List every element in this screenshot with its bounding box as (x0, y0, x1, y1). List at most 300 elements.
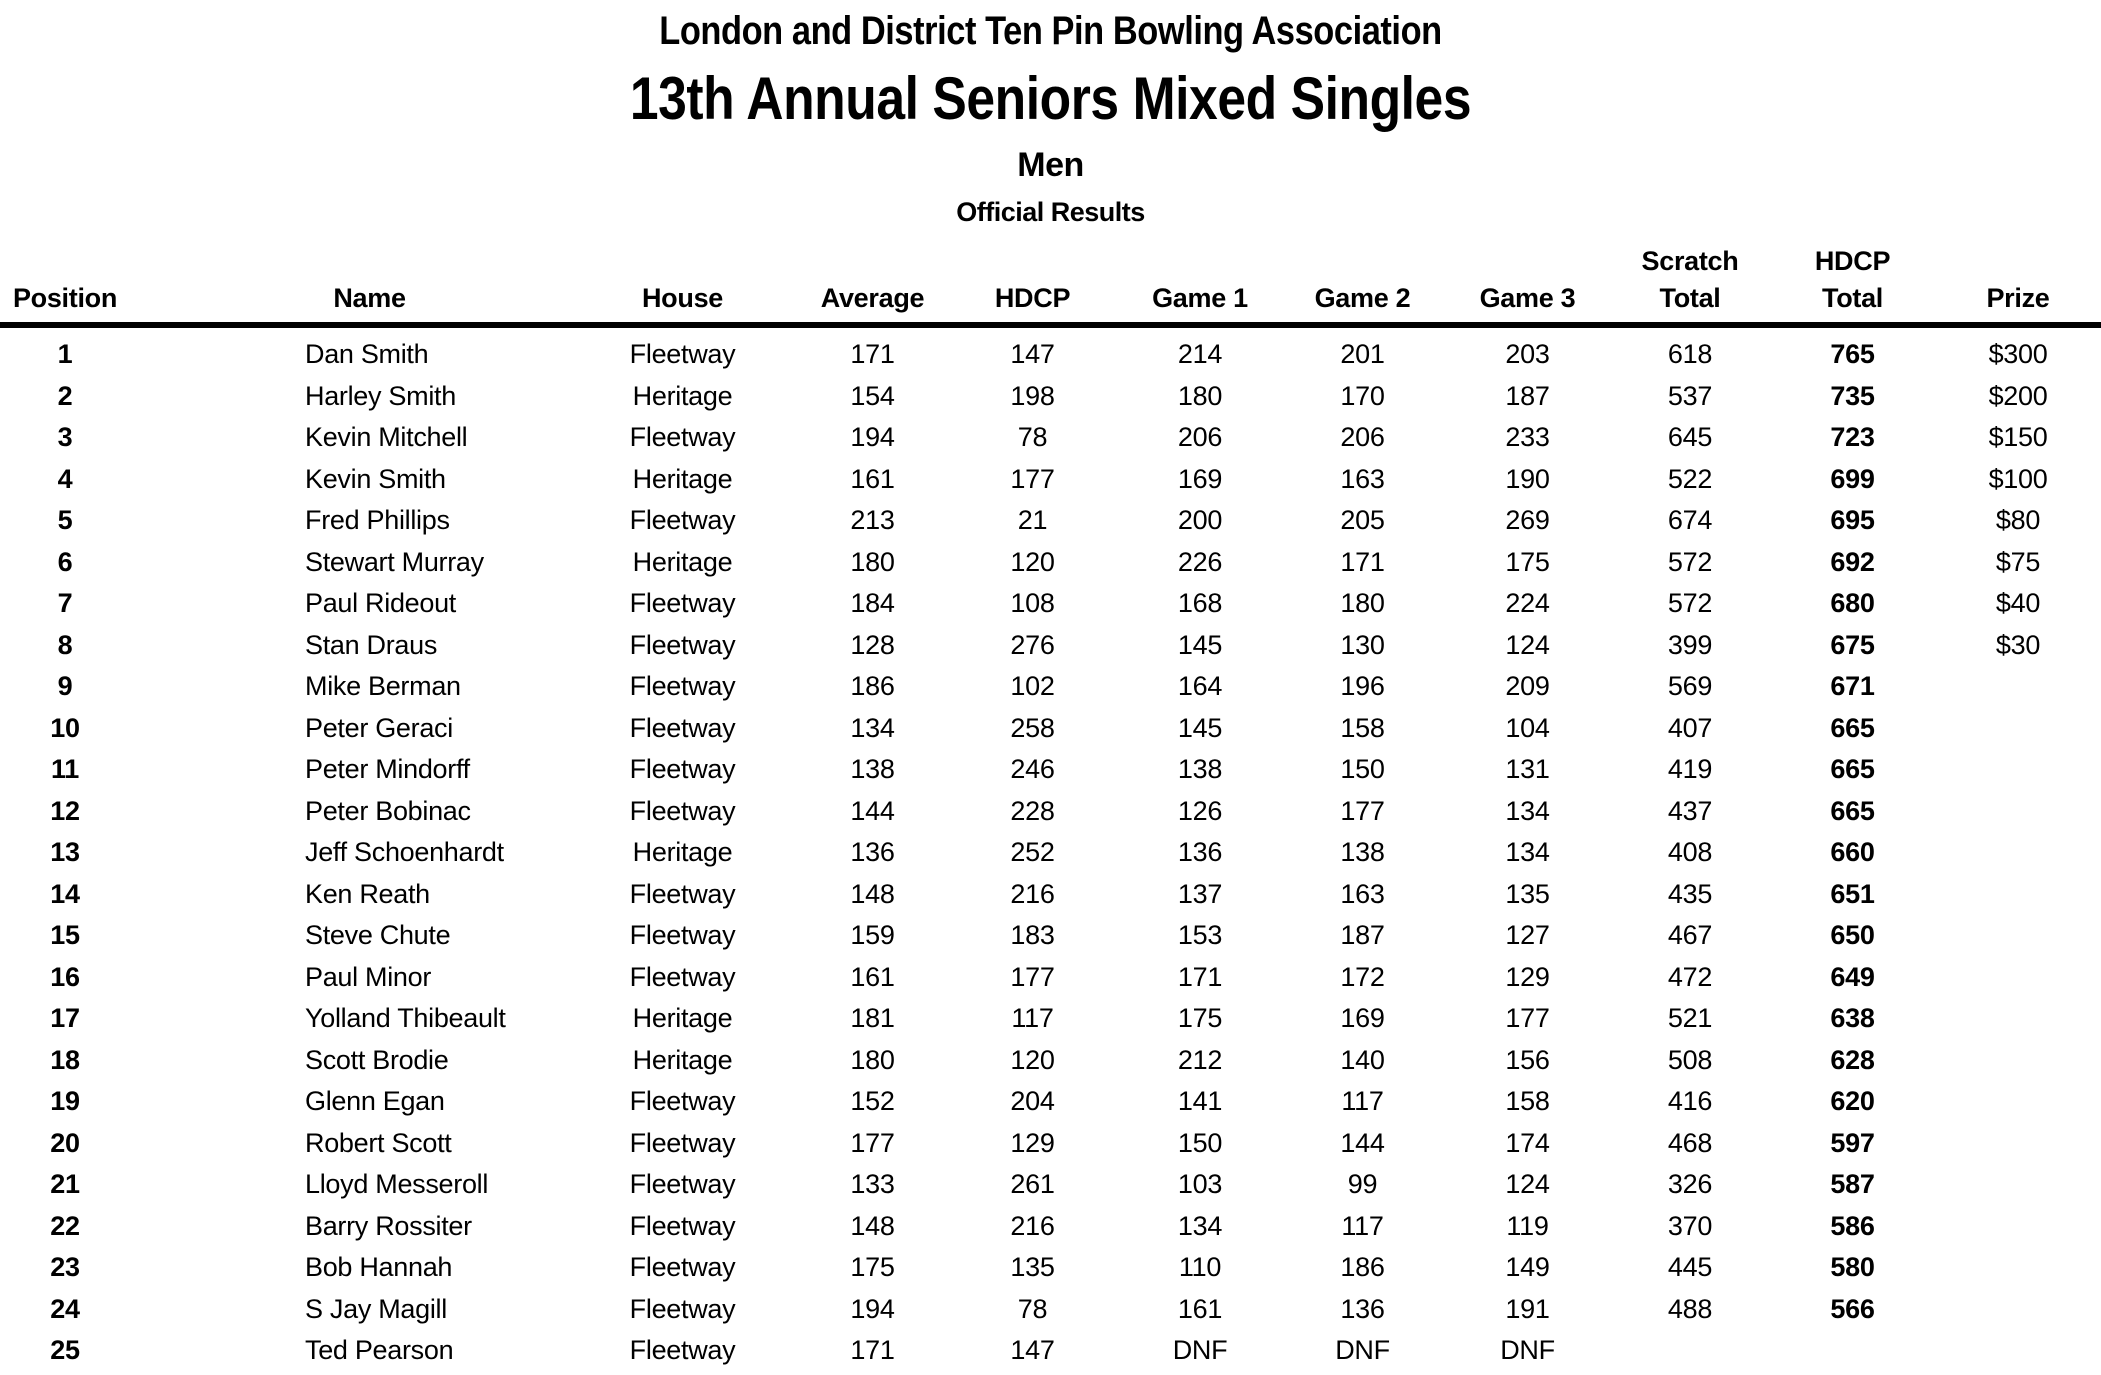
results-table-body (0, 325, 2101, 1372)
column-header-house (565, 232, 800, 325)
cell-game1: 214 (1177, 339, 1223, 370)
cell-game1: 226 (1177, 546, 1223, 577)
cell-hdcp-total: 650 (1830, 920, 1875, 951)
cell-game1: 141 (1177, 1086, 1223, 1117)
cell-house: Heritage (632, 837, 733, 868)
cell-house: Fleetway (629, 961, 736, 992)
table-row (0, 500, 2101, 542)
column-header-label-line1: Scratch (1641, 246, 1739, 277)
cell-average: 128 (850, 629, 895, 660)
subtitle-label: Official Results (956, 197, 1145, 227)
cell-average: 177 (850, 1127, 895, 1158)
cell-average: 138 (850, 754, 895, 785)
column-header-game1 (1120, 232, 1280, 325)
cell-game2: 138 (1340, 837, 1385, 868)
cell-game1: 200 (1177, 505, 1223, 536)
cell-scratch-total: 419 (1667, 754, 1713, 785)
cell-game3: 191 (1505, 1293, 1550, 1324)
cell-hdcp: 147 (1010, 1335, 1055, 1366)
cell-game1: 212 (1177, 1044, 1223, 1075)
cell-prize: $80 (1995, 505, 2041, 536)
cell-prize: $100 (1988, 463, 2048, 494)
cell-game3: 135 (1505, 878, 1550, 909)
cell-scratch-total: 521 (1667, 1003, 1713, 1034)
cell-game2: 150 (1340, 754, 1385, 785)
cell-average: 171 (850, 339, 895, 370)
cell-name: Kevin Smith (305, 463, 446, 494)
cell-game3: 127 (1505, 920, 1550, 951)
cell-game3: 129 (1505, 961, 1550, 992)
cell-hdcp: 228 (1010, 795, 1055, 826)
cell-hdcp-total: 665 (1830, 795, 1875, 826)
cell-game2: 206 (1340, 422, 1385, 453)
cell-game2: 187 (1340, 920, 1385, 951)
cell-house: Fleetway (629, 1086, 736, 1117)
cell-game2: 163 (1340, 878, 1385, 909)
cell-position: 9 (57, 671, 73, 702)
cell-scratch-total: 569 (1667, 671, 1713, 702)
cell-game3: 174 (1505, 1127, 1550, 1158)
cell-hdcp-total: 566 (1830, 1293, 1875, 1324)
cell-game2: 117 (1341, 1210, 1384, 1241)
cell-game3: 124 (1505, 629, 1550, 660)
cell-house: Fleetway (629, 754, 736, 785)
results-table-header (0, 232, 2101, 325)
cell-house: Heritage (632, 1044, 733, 1075)
table-row (0, 1247, 2101, 1289)
cell-game2: 158 (1340, 712, 1385, 743)
cell-game2: 140 (1340, 1044, 1385, 1075)
cell-position: 10 (50, 712, 80, 743)
cell-house: Fleetway (629, 920, 736, 951)
cell-name: Barry Rossiter (305, 1210, 472, 1241)
cell-game2: 144 (1340, 1127, 1385, 1158)
column-header-label: HDCP (994, 282, 1071, 313)
cell-house: Heritage (632, 463, 733, 494)
cell-average: 180 (850, 546, 895, 577)
cell-game2: 180 (1340, 588, 1385, 619)
column-header-label: Game 3 (1479, 282, 1576, 313)
cell-prize: $40 (1995, 588, 2041, 619)
column-header-label-line1: HDCP (1814, 246, 1891, 277)
cell-hdcp-total: 699 (1830, 463, 1875, 494)
tournament-title: 13th Annual Seniors Mixed Singles (629, 65, 1472, 132)
cell-game2: 163 (1340, 463, 1385, 494)
table-row (0, 625, 2101, 667)
cell-position: 21 (50, 1169, 80, 1200)
cell-position: 22 (50, 1210, 80, 1241)
cell-house: Heritage (632, 380, 733, 411)
table-row (0, 459, 2101, 501)
table-row (0, 542, 2101, 584)
cell-house: Fleetway (629, 339, 736, 370)
table-row (0, 957, 2101, 999)
column-header-prize (1935, 232, 2101, 325)
cell-scratch-total: 508 (1667, 1044, 1713, 1075)
cell-game1: 164 (1177, 671, 1223, 702)
cell-name: Peter Bobinac (305, 795, 471, 826)
cell-prize (1935, 1289, 2101, 1331)
cell-position: 20 (50, 1127, 80, 1158)
cell-game1: DNF (1172, 1335, 1228, 1366)
cell-hdcp: 183 (1010, 920, 1055, 951)
cell-name: Scott Brodie (305, 1044, 449, 1075)
cell-house: Fleetway (629, 1127, 736, 1158)
cell-game2: 117 (1341, 1086, 1384, 1117)
cell-hdcp-total: 649 (1830, 961, 1875, 992)
cell-game3: 131 (1505, 754, 1550, 785)
cell-name: Ted Pearson (305, 1335, 454, 1366)
cell-scratch-total: 326 (1667, 1169, 1713, 1200)
cell-position: 6 (57, 546, 73, 577)
column-header-scratch-total (1610, 232, 1770, 325)
cell-game2: 177 (1340, 795, 1385, 826)
table-row (0, 832, 2101, 874)
cell-house: Fleetway (629, 878, 736, 909)
cell-hdcp-total (1770, 1330, 1935, 1372)
cell-hdcp-total: 692 (1830, 546, 1875, 577)
cell-hdcp-total: 665 (1830, 712, 1875, 743)
cell-average: 181 (850, 1003, 895, 1034)
cell-scratch-total: 572 (1667, 546, 1713, 577)
cell-game2: 130 (1340, 629, 1385, 660)
cell-name: Peter Mindorff (305, 754, 470, 785)
cell-game1: 126 (1177, 795, 1223, 826)
table-row (0, 325, 2101, 376)
cell-game1: 175 (1177, 1003, 1223, 1034)
table-row (0, 1040, 2101, 1082)
cell-average: 134 (850, 712, 895, 743)
cell-position: 12 (50, 795, 80, 826)
cell-position: 11 (51, 754, 79, 785)
cell-game1: 138 (1177, 754, 1223, 785)
cell-name: Mike Berman (305, 671, 461, 702)
cell-scratch-total: 370 (1667, 1210, 1713, 1241)
cell-average: 184 (850, 588, 895, 619)
cell-scratch-total: 522 (1667, 463, 1713, 494)
cell-house: Fleetway (629, 629, 736, 660)
cell-hdcp-total: 587 (1830, 1169, 1875, 1200)
cell-game2: 196 (1340, 671, 1385, 702)
cell-game3: 187 (1505, 380, 1550, 411)
cell-game3: 119 (1506, 1210, 1549, 1241)
cell-average: 175 (850, 1252, 895, 1283)
cell-scratch-total: 645 (1667, 422, 1713, 453)
cell-scratch-total: 472 (1667, 961, 1713, 992)
cell-scratch-total: 435 (1667, 878, 1713, 909)
cell-hdcp: 135 (1010, 1252, 1055, 1283)
cell-hdcp-total: 597 (1830, 1127, 1875, 1158)
cell-position: 13 (50, 837, 80, 868)
cell-name: Glenn Egan (305, 1086, 445, 1117)
cell-game1: 145 (1177, 712, 1223, 743)
cell-prize (1935, 915, 2101, 957)
cell-name: Harley Smith (305, 380, 456, 411)
association-title: London and District Ten Pin Bowling Association (659, 9, 1442, 53)
cell-game1: 168 (1177, 588, 1223, 619)
cell-scratch-total: 488 (1667, 1293, 1713, 1324)
cell-position: 3 (57, 422, 73, 453)
cell-hdcp: 204 (1010, 1086, 1055, 1117)
cell-hdcp: 78 (1017, 422, 1048, 453)
cell-scratch-total: 445 (1667, 1252, 1713, 1283)
cell-prize: $150 (1988, 422, 2048, 453)
cell-game1: 180 (1177, 380, 1223, 411)
cell-prize (1935, 832, 2101, 874)
cell-hdcp: 252 (1010, 837, 1055, 868)
cell-hdcp-total: 695 (1830, 505, 1875, 536)
cell-position: 16 (50, 961, 80, 992)
column-header-average (800, 232, 945, 325)
division-label: Men (1017, 146, 1084, 184)
cell-game1: 150 (1177, 1127, 1223, 1158)
cell-scratch-total: 467 (1667, 920, 1713, 951)
cell-name: Kevin Mitchell (305, 422, 468, 453)
header-row (0, 232, 2101, 325)
cell-hdcp: 246 (1010, 754, 1055, 785)
cell-name: Paul Rideout (305, 588, 457, 619)
table-row (0, 1289, 2101, 1331)
cell-house: Fleetway (629, 712, 736, 743)
cell-scratch-total: 674 (1667, 505, 1713, 536)
cell-scratch-total: 468 (1667, 1127, 1713, 1158)
cell-prize (1935, 874, 2101, 916)
cell-position: 17 (50, 1003, 80, 1034)
cell-name: Yolland Thibeault (305, 1003, 506, 1034)
column-header-label: Average (820, 282, 925, 313)
cell-scratch-total: 537 (1667, 380, 1713, 411)
cell-hdcp-total: 651 (1830, 878, 1875, 909)
cell-hdcp-total: 735 (1830, 380, 1875, 411)
cell-name: Peter Geraci (305, 712, 453, 743)
table-row (0, 874, 2101, 916)
cell-hdcp: 216 (1010, 878, 1055, 909)
cell-game3: 224 (1505, 588, 1550, 619)
cell-game3: 149 (1505, 1252, 1550, 1283)
cell-house: Fleetway (629, 1210, 736, 1241)
cell-name: Ken Reath (305, 878, 430, 909)
cell-name: Steve Chute (305, 920, 451, 951)
cell-game2: 171 (1340, 546, 1385, 577)
column-header-game2 (1280, 232, 1445, 325)
cell-position: 1 (57, 339, 73, 370)
column-header-label-line2: Total (1822, 282, 1883, 313)
cell-hdcp-total: 723 (1830, 422, 1875, 453)
cell-prize (1935, 791, 2101, 833)
cell-house: Fleetway (629, 1252, 736, 1283)
cell-game3: 104 (1505, 712, 1550, 743)
cell-hdcp: 129 (1010, 1127, 1055, 1158)
cell-prize (1935, 666, 2101, 708)
cell-house: Heritage (632, 1003, 733, 1034)
cell-game3: 177 (1505, 1003, 1550, 1034)
column-header-position (0, 232, 130, 325)
cell-game3: 233 (1505, 422, 1550, 453)
cell-average: 152 (850, 1086, 895, 1117)
cell-average: 180 (850, 1044, 895, 1075)
cell-average: 213 (850, 505, 895, 536)
results-table (0, 232, 2101, 1372)
cell-position: 23 (50, 1252, 80, 1283)
cell-scratch-total (1610, 1330, 1770, 1372)
cell-house: Fleetway (629, 1335, 736, 1366)
cell-name: Stewart Murray (305, 546, 484, 577)
table-row (0, 1330, 2101, 1372)
cell-hdcp-total: 580 (1830, 1252, 1875, 1283)
column-header-label: Game 1 (1152, 282, 1248, 313)
table-row (0, 791, 2101, 833)
cell-hdcp: 120 (1010, 546, 1055, 577)
cell-house: Fleetway (629, 505, 736, 536)
cell-game2: DNF (1335, 1335, 1390, 1366)
cell-hdcp: 21 (1017, 505, 1048, 536)
column-header-game3 (1445, 232, 1610, 325)
cell-position: 14 (50, 878, 80, 909)
header-block (0, 8, 2101, 228)
cell-hdcp: 177 (1010, 961, 1055, 992)
table-row (0, 1164, 2101, 1206)
cell-name: Paul Minor (305, 961, 432, 992)
cell-prize (1935, 998, 2101, 1040)
column-header-hdcp (945, 232, 1120, 325)
cell-game3: 203 (1505, 339, 1550, 370)
table-row (0, 708, 2101, 750)
cell-game3: 158 (1505, 1086, 1550, 1117)
cell-average: 159 (850, 920, 895, 951)
cell-position: 4 (57, 463, 73, 494)
cell-hdcp: 276 (1010, 629, 1055, 660)
cell-hdcp: 177 (1010, 463, 1055, 494)
cell-game3: 124 (1505, 1169, 1550, 1200)
cell-game1: 169 (1177, 463, 1223, 494)
cell-game3: 269 (1505, 505, 1550, 536)
cell-position: 18 (50, 1044, 80, 1075)
cell-game1: 136 (1177, 837, 1223, 868)
cell-position: 2 (57, 380, 73, 411)
cell-hdcp-total: 620 (1830, 1086, 1875, 1117)
cell-prize (1935, 1206, 2101, 1248)
column-header-label: House (641, 282, 724, 313)
cell-average: 161 (850, 961, 895, 992)
cell-average: 194 (850, 422, 895, 453)
cell-game2: 99 (1347, 1169, 1378, 1200)
column-header-label: Position (12, 282, 118, 313)
cell-prize: $300 (1988, 339, 2048, 370)
cell-position: 19 (50, 1086, 80, 1117)
table-row (0, 583, 2101, 625)
cell-game1: 137 (1177, 878, 1223, 909)
cell-name: Bob Hannah (305, 1252, 453, 1283)
cell-prize (1935, 1081, 2101, 1123)
table-row (0, 749, 2101, 791)
cell-average: 194 (850, 1293, 895, 1324)
table-row (0, 417, 2101, 459)
cell-hdcp: 120 (1010, 1044, 1055, 1075)
column-header-label: Prize (1986, 282, 2050, 313)
cell-name: Jeff Schoenhardt (305, 837, 504, 868)
table-row (0, 1081, 2101, 1123)
cell-game2: 169 (1340, 1003, 1385, 1034)
cell-scratch-total: 416 (1667, 1086, 1713, 1117)
cell-house: Fleetway (629, 1293, 736, 1324)
cell-position: 8 (57, 629, 73, 660)
cell-house: Fleetway (629, 795, 736, 826)
cell-average: 148 (850, 878, 895, 909)
cell-scratch-total: 618 (1667, 339, 1713, 370)
column-header-label: Name (333, 282, 406, 313)
cell-scratch-total: 408 (1667, 837, 1713, 868)
cell-house: Fleetway (629, 588, 736, 619)
cell-game1: 134 (1177, 1210, 1223, 1241)
cell-game3: DNF (1500, 1335, 1555, 1366)
cell-name: Robert Scott (305, 1127, 452, 1158)
cell-average: 133 (850, 1169, 895, 1200)
cell-hdcp: 108 (1010, 588, 1055, 619)
cell-game1: 110 (1178, 1252, 1222, 1283)
cell-position: 15 (50, 920, 80, 951)
cell-position: 7 (57, 588, 73, 619)
cell-hdcp-total: 628 (1830, 1044, 1875, 1075)
cell-prize (1935, 1330, 2101, 1372)
cell-scratch-total: 399 (1667, 629, 1713, 660)
cell-game3: 175 (1505, 546, 1550, 577)
cell-prize (1935, 1123, 2101, 1165)
cell-hdcp: 78 (1017, 1293, 1048, 1324)
cell-name: S Jay Magill (305, 1293, 447, 1324)
cell-name: Fred Phillips (305, 505, 450, 536)
cell-prize: $30 (1995, 629, 2041, 660)
column-header-label-line2: Total (1659, 282, 1721, 313)
column-header-hdcp-total (1770, 232, 1935, 325)
cell-hdcp: 258 (1010, 712, 1055, 743)
cell-average: 136 (850, 837, 895, 868)
table-row (0, 915, 2101, 957)
cell-prize (1935, 708, 2101, 750)
cell-game1: 206 (1177, 422, 1223, 453)
cell-hdcp: 117 (1011, 1003, 1054, 1034)
cell-name: Lloyd Messeroll (305, 1169, 489, 1200)
cell-hdcp-total: 586 (1830, 1210, 1875, 1241)
cell-game3: 134 (1505, 795, 1550, 826)
cell-game2: 205 (1340, 505, 1385, 536)
cell-game1: 153 (1177, 920, 1223, 951)
cell-hdcp: 261 (1010, 1169, 1055, 1200)
cell-house: Fleetway (629, 1169, 736, 1200)
cell-name: Dan Smith (305, 339, 429, 370)
cell-prize (1935, 957, 2101, 999)
cell-game3: 209 (1505, 671, 1550, 702)
cell-average: 148 (850, 1210, 895, 1241)
table-row (0, 1206, 2101, 1248)
cell-game1: 103 (1177, 1169, 1223, 1200)
cell-prize (1935, 749, 2101, 791)
cell-position: 5 (57, 505, 73, 536)
table-row (0, 666, 2101, 708)
cell-hdcp-total: 671 (1830, 671, 1875, 702)
cell-scratch-total: 572 (1667, 588, 1713, 619)
cell-hdcp: 102 (1010, 671, 1055, 702)
cell-name: Stan Draus (305, 629, 438, 660)
cell-average: 171 (850, 1335, 895, 1366)
cell-hdcp-total: 665 (1830, 754, 1875, 785)
cell-prize: $200 (1988, 380, 2048, 411)
cell-prize (1935, 1247, 2101, 1289)
cell-game2: 186 (1340, 1252, 1385, 1283)
cell-game2: 170 (1340, 380, 1385, 411)
cell-game2: 201 (1340, 339, 1385, 370)
cell-position: 24 (50, 1293, 80, 1324)
cell-hdcp: 198 (1010, 380, 1055, 411)
